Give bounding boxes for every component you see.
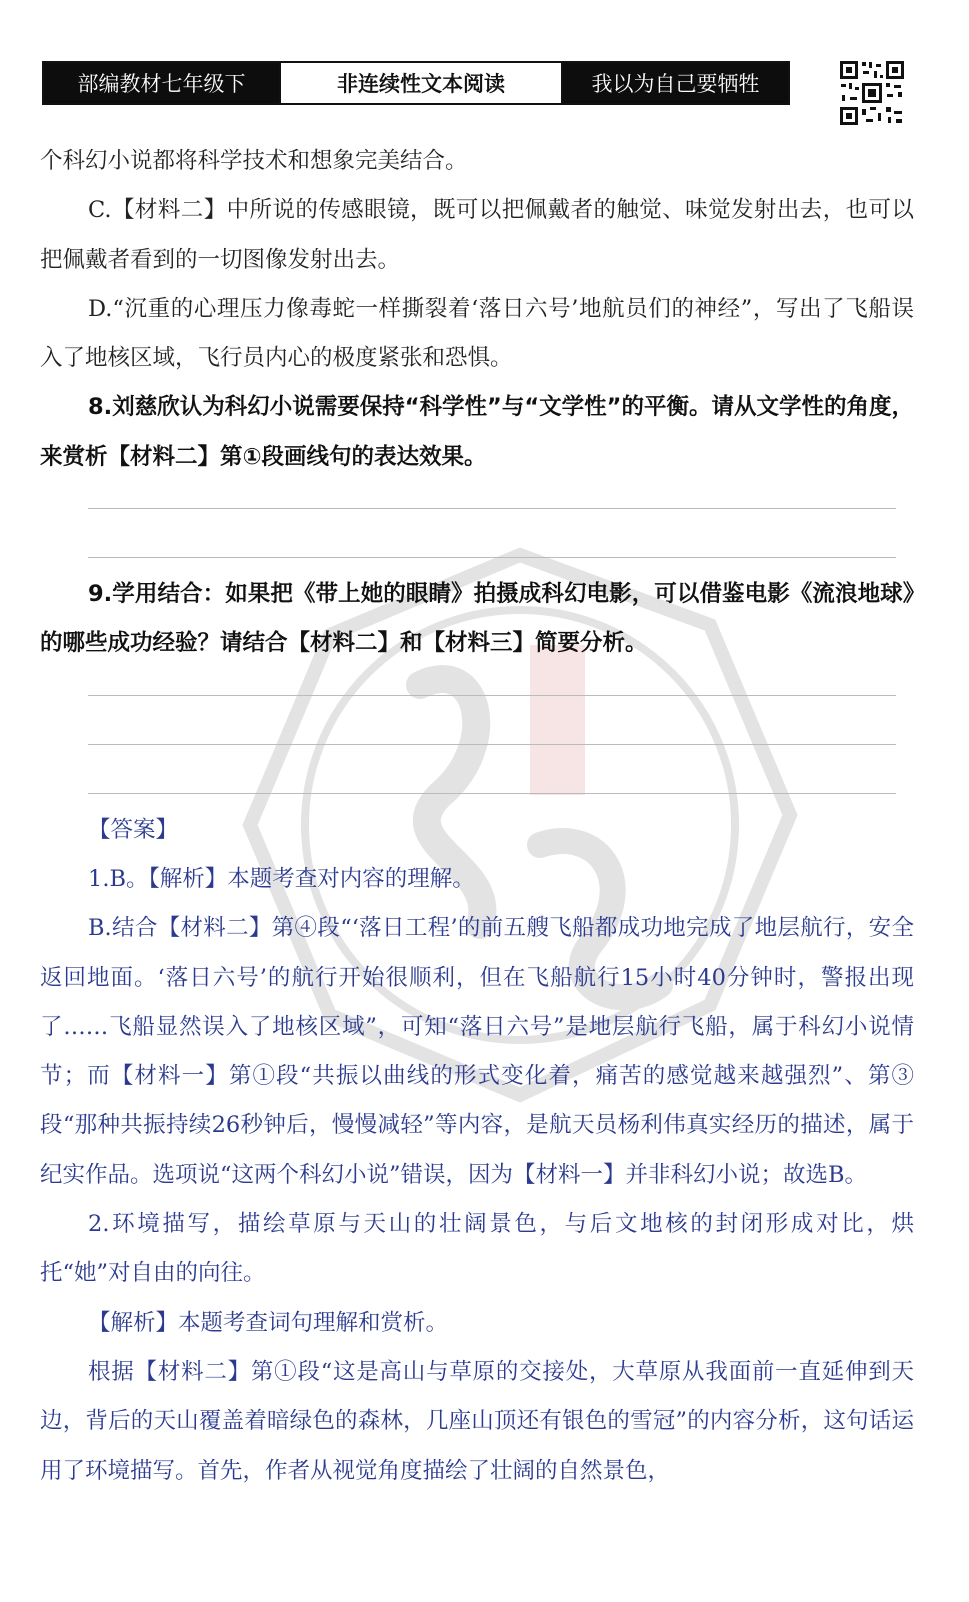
header-lesson: 我以为自己要牺牲 xyxy=(563,63,788,103)
page-content xyxy=(40,137,914,1496)
paragraph-option-b-tail: 个科幻小说都将科学技术和想象完美结合。 xyxy=(40,148,468,174)
paragraph-option-d: D.“沉重的心理压力像毒蛇一样撕裂着‘落日六号’地航员们的神经”，写出了飞船误入了地核区域，飞行员内心的极度紧张和恐惧。 xyxy=(40,295,914,372)
header-grade: 部编教材七年级下 xyxy=(44,63,279,103)
answer-heading: 【答案】 xyxy=(88,816,179,843)
qr-code-icon xyxy=(838,59,906,127)
question-9: 9.学用结合：如果把《带上她的眼睛》拍摄成科幻电影，可以借鉴电影《流浪地球》的哪些成功经验？请结合【材料二】和【材料三】简要分析。 xyxy=(40,581,914,657)
answer-1-explanation: B.结合【材料二】第④段“‘落日工程’的前五艘飞船都成功地完成了地层航行，安全返回地面。‘落日六号’的航行开始很顺利，但在飞船航行15小时40分钟时，警报出现了……飞船显然误入了地核区域”，可知“落日六号”是地层航行飞船，属于科幻小说情节；而【材料一】第①段“共振以曲线的形式变化着，痛苦的感觉越来越强烈”、第③段“那种共振持续26秒钟后，慢慢减轻”等内容，是航天员杨利伟真实经历的描述，属于纪实作品。选项说“这两个科幻小说”错误，因为【材料一】并非科幻小说；故选B。 xyxy=(40,915,914,1188)
header-topic: 非连续性文本阅读 xyxy=(279,63,563,103)
paragraph-option-c: C.【材料二】中所说的传感眼镜，既可以把佩戴者的触觉、味觉发射出去，也可以把佩戴者看到的一切图像发射出去。 xyxy=(40,197,914,273)
answer-2-analysis: 根据【材料二】第①段“这是高山与草原的交接处，大草原从我面前一直延伸到天边，背后的天山覆盖着暗绿色的森林，几座山顶还有银色的雪冠”的内容分析，这句话运用了环境描写。首先，作者从视觉角度描绘了壮阔的自然景色， xyxy=(40,1358,914,1484)
answer-1: 1.B。【解析】本题考查对内容的理解。 xyxy=(88,865,475,892)
answer-2: 2.环境描写，描绘草原与天山的壮阔景色，与后文地核的封闭形成对比，烘托“她”对自由的向往。 xyxy=(40,1211,914,1287)
header-bar xyxy=(42,61,790,105)
question-8: 8.刘慈欣认为科幻小说需要保持“科学性”与“文学性”的平衡。请从文学性的角度，来赏析【材料二】第①段画线句的表达效果。 xyxy=(40,394,914,470)
answer-2-analysis-heading: 【解析】本题考查词句理解和赏析。 xyxy=(88,1309,449,1336)
